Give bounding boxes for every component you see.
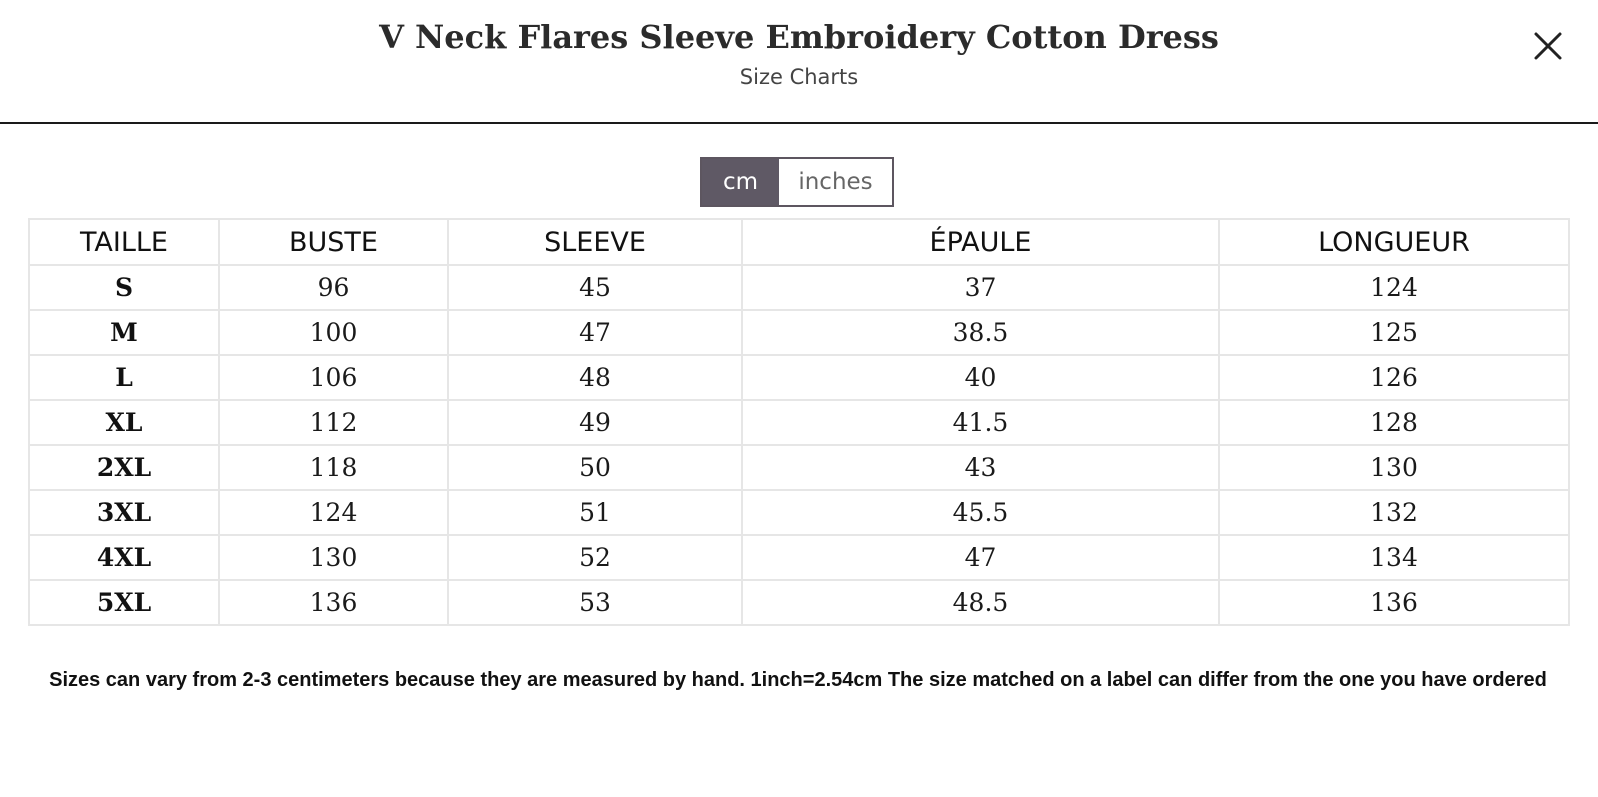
column-header-epaule: ÉPAULE: [742, 219, 1219, 265]
longueur-cell: 136: [1219, 580, 1569, 625]
size-cell: 5XL: [29, 580, 219, 625]
table-row: [29, 400, 1569, 445]
unit-toggle: [700, 157, 894, 207]
close-icon: [1528, 26, 1568, 66]
column-header-sleeve: SLEEVE: [448, 219, 742, 265]
sleeve-cell: 53: [448, 580, 742, 625]
buste-cell: 118: [219, 445, 448, 490]
longueur-cell: 134: [1219, 535, 1569, 580]
longueur-cell: 128: [1219, 400, 1569, 445]
epaule-cell: 40: [742, 355, 1219, 400]
buste-cell: 96: [219, 265, 448, 310]
longueur-cell: 126: [1219, 355, 1569, 400]
longueur-cell: 130: [1219, 445, 1569, 490]
column-header-buste: BUSTE: [219, 219, 448, 265]
epaule-cell: 45.5: [742, 490, 1219, 535]
sleeve-cell: 51: [448, 490, 742, 535]
size-chart-table: [28, 218, 1570, 626]
unit-inches-button[interactable]: inches: [779, 159, 892, 205]
longueur-cell: 132: [1219, 490, 1569, 535]
epaule-cell: 43: [742, 445, 1219, 490]
table-row: [29, 310, 1569, 355]
table-row: [29, 535, 1569, 580]
sleeve-cell: 49: [448, 400, 742, 445]
sleeve-cell: 52: [448, 535, 742, 580]
size-cell: XL: [29, 400, 219, 445]
table-row: [29, 580, 1569, 625]
close-button[interactable]: [1528, 26, 1568, 66]
epaule-cell: 41.5: [742, 400, 1219, 445]
epaule-cell: 47: [742, 535, 1219, 580]
table-row: [29, 355, 1569, 400]
table-header-row: [29, 219, 1569, 265]
column-header-taille: TAILLE: [29, 219, 219, 265]
size-cell: S: [29, 265, 219, 310]
size-cell: L: [29, 355, 219, 400]
buste-cell: 130: [219, 535, 448, 580]
epaule-cell: 37: [742, 265, 1219, 310]
product-title: V Neck Flares Sleeve Embroidery Cotton Dress: [379, 18, 1219, 56]
table-row: [29, 445, 1569, 490]
table-row: [29, 265, 1569, 310]
size-disclaimer-note: Sizes can vary from 2-3 centimeters because they are measured by hand. 1inch=2.54cm The size matched on a label can differ from the one you have ordered: [49, 669, 1547, 691]
size-cell: 3XL: [29, 490, 219, 535]
buste-cell: 106: [219, 355, 448, 400]
longueur-cell: 125: [1219, 310, 1569, 355]
sleeve-cell: 50: [448, 445, 742, 490]
sleeve-cell: 48: [448, 355, 742, 400]
epaule-cell: 38.5: [742, 310, 1219, 355]
modal-header: [0, 0, 1598, 124]
sleeve-cell: 45: [448, 265, 742, 310]
size-cell: M: [29, 310, 219, 355]
sleeve-cell: 47: [448, 310, 742, 355]
buste-cell: 100: [219, 310, 448, 355]
size-charts-subtitle: Size Charts: [739, 65, 859, 89]
size-cell: 2XL: [29, 445, 219, 490]
buste-cell: 124: [219, 490, 448, 535]
buste-cell: 112: [219, 400, 448, 445]
epaule-cell: 48.5: [742, 580, 1219, 625]
unit-cm-button[interactable]: cm: [702, 159, 779, 205]
column-header-longueur: LONGUEUR: [1219, 219, 1569, 265]
buste-cell: 136: [219, 580, 448, 625]
size-cell: 4XL: [29, 535, 219, 580]
longueur-cell: 124: [1219, 265, 1569, 310]
table-row: [29, 490, 1569, 535]
